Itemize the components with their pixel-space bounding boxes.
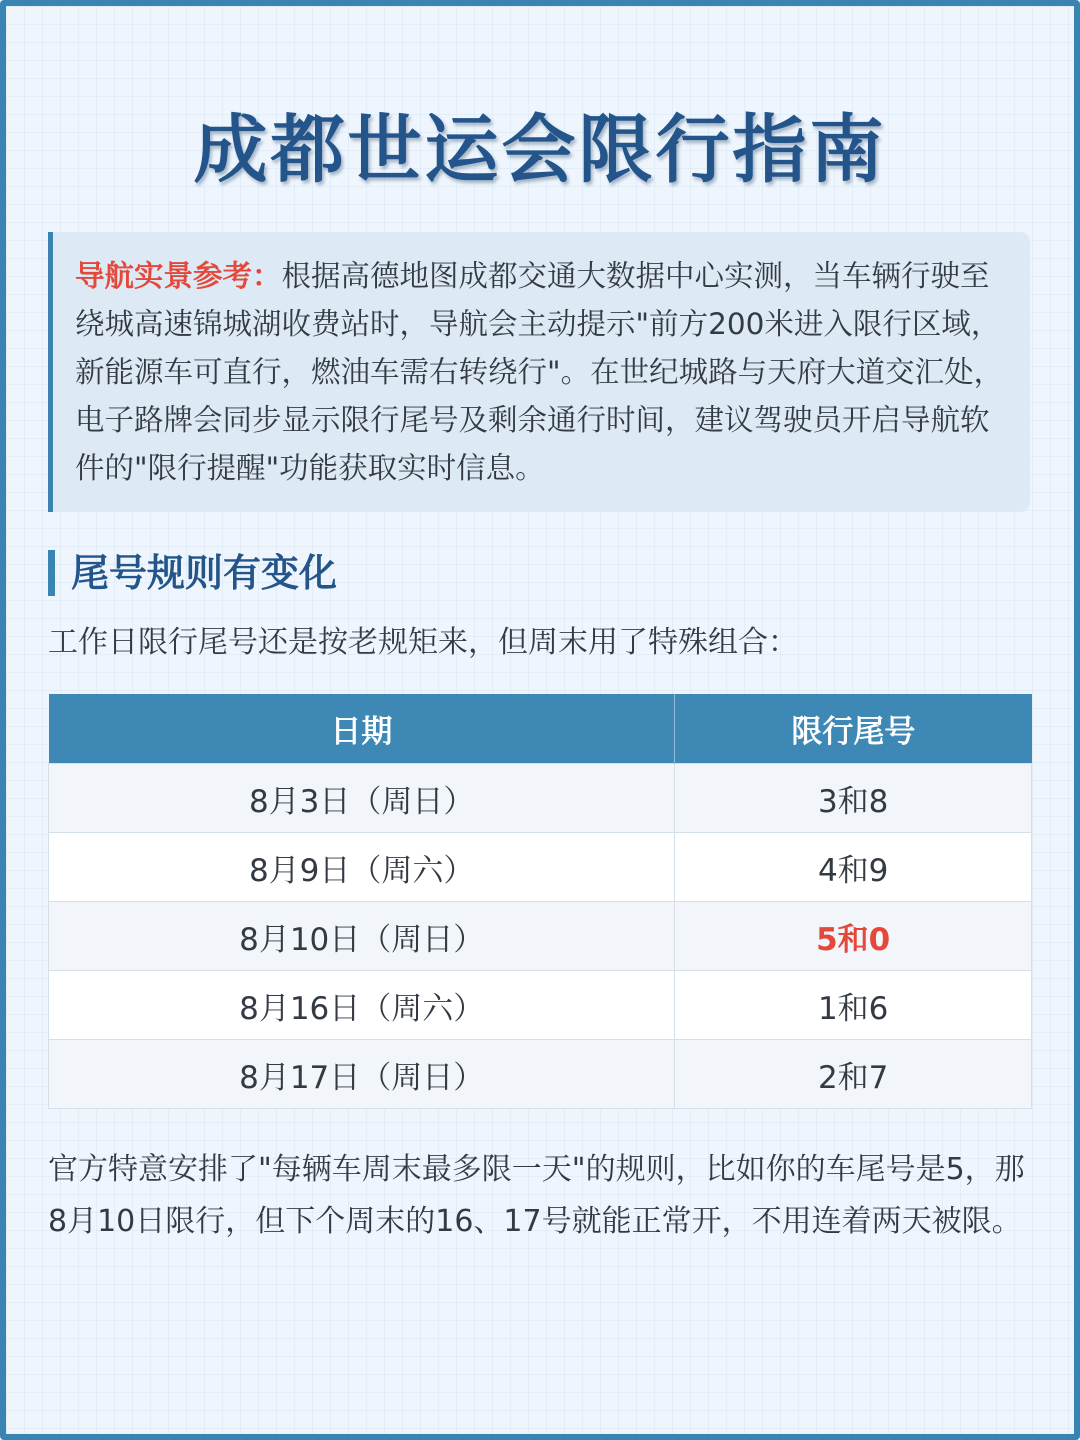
table-header-date: 日期 [49, 694, 675, 764]
plate-cell-highlighted: 5和0 [675, 902, 1032, 971]
restriction-table [48, 694, 1032, 1109]
table-header-row [49, 694, 1032, 764]
table-row [49, 764, 1032, 833]
section-intro: 工作日限行尾号还是按老规矩来，但周末用了特殊组合： [48, 625, 798, 660]
callout-text: 根据高德地图成都交通大数据中心实测，当车辆行驶至绕城高速锦城湖收费站时，导航会主动提示"前方200米进入限行区域，新能源车可直行，燃油车需右转绕行"。在世纪城路与天府大道交汇处，电子路牌会同步显示限行尾号及剩余通行时间，建议驾驶员开启导航软件的"限行提醒"功能获取实时信息。 [75, 259, 1004, 485]
page-title: 成都世运会限行指南 [193, 107, 887, 193]
date-cell: 8月9日（周六） [49, 833, 675, 902]
plate-cell: 2和7 [675, 1040, 1032, 1109]
date-cell: 8月16日（周六） [49, 971, 675, 1040]
plate-cell: 4和9 [675, 833, 1032, 902]
plate-cell: 1和6 [675, 971, 1032, 1040]
date-cell: 8月10日（周日） [49, 902, 675, 971]
table-row [49, 1040, 1032, 1109]
navigation-reference-callout [48, 232, 1030, 512]
date-cell: 8月17日（周日） [49, 1040, 675, 1109]
table-row [49, 902, 1032, 971]
section-heading: 尾号规则有变化 [48, 550, 337, 596]
date-cell: 8月3日（周日） [49, 764, 675, 833]
table-header-plate: 限行尾号 [675, 694, 1032, 764]
plate-cell: 3和8 [675, 764, 1032, 833]
table-row [49, 971, 1032, 1040]
table-row [49, 833, 1032, 902]
rule-note: 官方特意安排了"每辆车周末最多限一天"的规则，比如你的车尾号是5，那8月10日限行，但下个周末的16、17号就能正常开，不用连着两天被限。 [48, 1152, 1025, 1239]
callout-label: 导航实景参考： [75, 259, 282, 293]
